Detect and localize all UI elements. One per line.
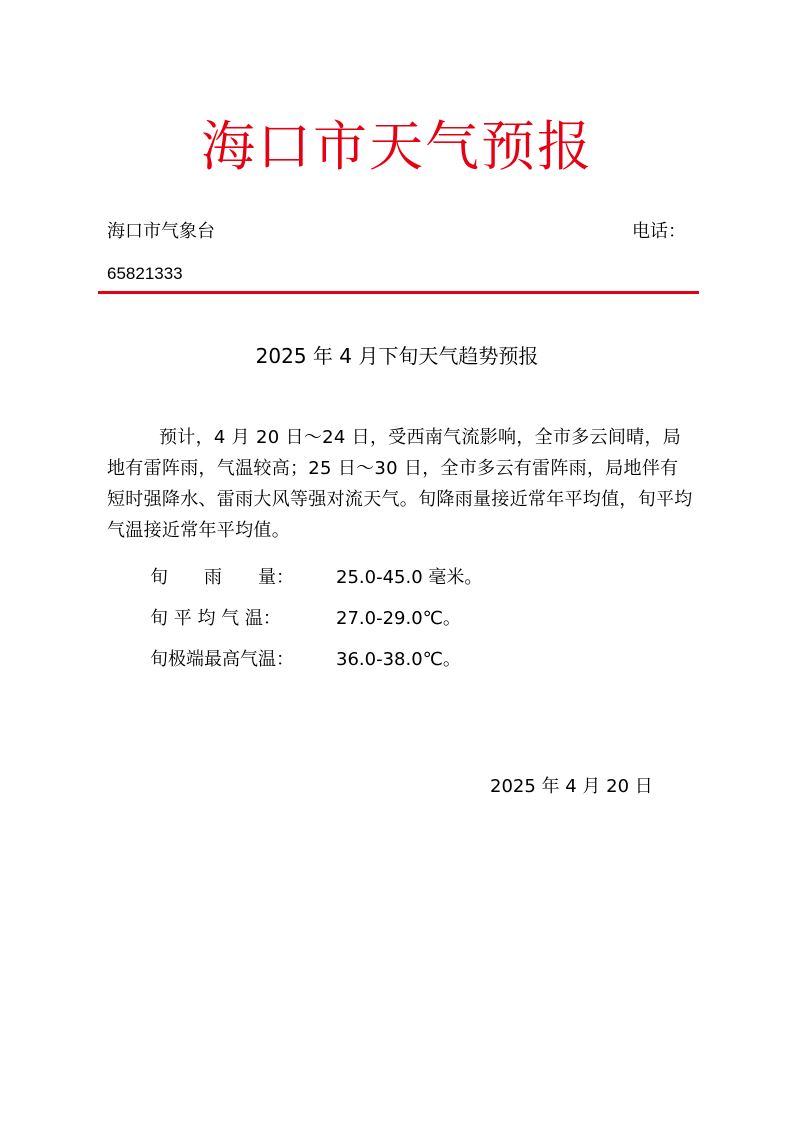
page-title: 海口市天气预报 (201, 115, 593, 178)
phone-number: 65821333 (107, 264, 183, 283)
sign-date: 2025 年 4 月 20 日 (490, 776, 653, 797)
report-title: 2025 年 4 月下旬天气趋势预报 (255, 344, 539, 368)
stat-row-avg-temp (150, 605, 461, 633)
stat-row-rainfall (150, 564, 482, 592)
stat-label: 旬 平 均 气 温： (150, 608, 281, 629)
stat-label: 旬 雨 量： (150, 567, 294, 588)
organization-name: 海口市气象台 (107, 221, 215, 242)
stat-value: 36.0-38.0℃。 (336, 649, 461, 670)
stat-label: 旬极端最高气温： (150, 649, 294, 670)
stat-value: 27.0-29.0℃。 (336, 608, 461, 629)
forecast-paragraph: 预计，4 月 20 日～24 日，受西南气流影响，全市多云间晴，局地有雷阵雨，气温较高；25 日～30 日，全市多云有雷阵雨，局地伴有短时强降水、雷雨大风等强对流天气。旬降雨量接近常年平均值，旬平均气温接近常年平均值。 (107, 427, 693, 541)
phone-label: 电话： (632, 221, 686, 242)
stat-value: 25.0-45.0 毫米。 (336, 567, 483, 588)
stat-row-max-temp (150, 646, 461, 674)
header-divider (98, 291, 699, 294)
